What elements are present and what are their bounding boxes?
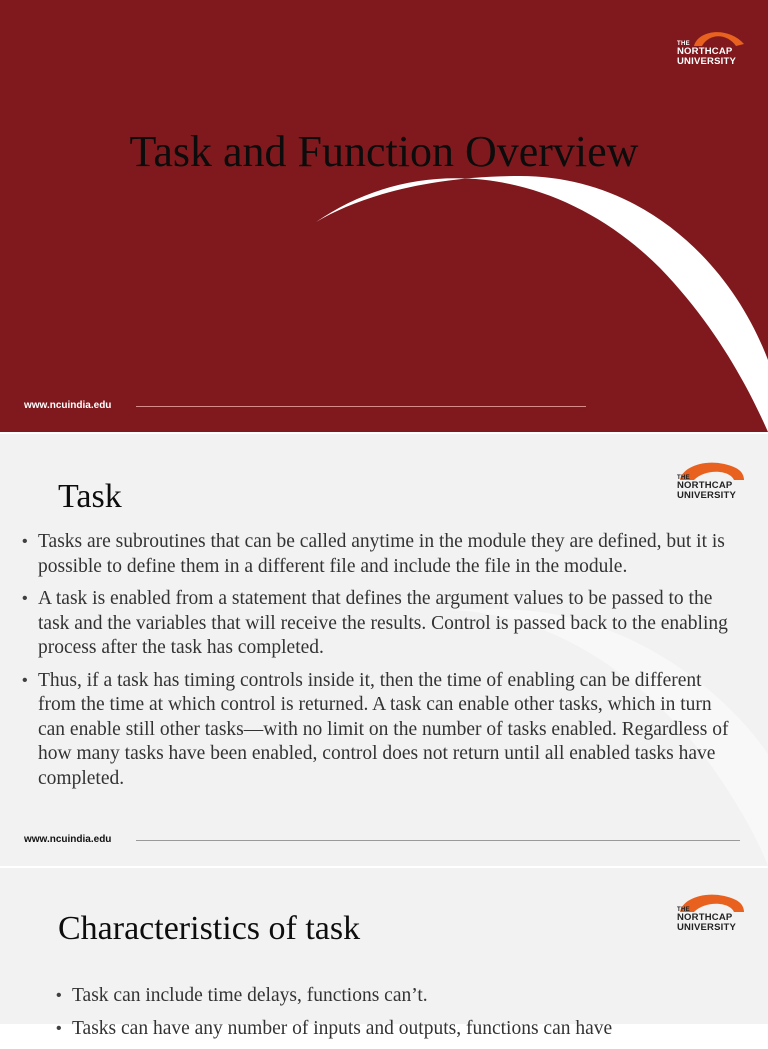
- bullet-item: • Tasks can have any number of inputs and outputs, functions can have: [56, 1017, 736, 1042]
- swoosh-graphic: [0, 0, 768, 432]
- logo-line-name: NORTHCAP UNIVERSITY: [677, 46, 737, 67]
- content-slide-characteristics: [0, 868, 768, 1039]
- logo-line-the: THE: [677, 475, 690, 481]
- footer-divider: [136, 840, 740, 841]
- bullet-item: • Thus, if a task has timing controls inside it, then the time of enabling can be different from the time at which control is returned. A task can enable other tasks, which in turn can enable still other tasks—with no limit on the number of tasks enabled. Regardless of how many tasks have been enabled, control does not return until all enabled tasks have completed.: [22, 669, 734, 792]
- bullet-list: [56, 984, 736, 1049]
- footer-url: www.ncuindia.edu: [24, 400, 112, 411]
- bullet-item: • A task is enabled from a statement that defines the argument values to be passed to the task and the variables that will receive the results. Control is passed back to the enabling process after the task has completed.: [22, 587, 734, 661]
- logo-line-name: NORTHCAP UNIVERSITY: [677, 912, 737, 933]
- bullet-item: • Tasks are subroutines that can be called anytime in the module they are defined, but it is possible to define them in a different file and include the file in the module.: [22, 530, 734, 579]
- university-logo: [676, 24, 746, 70]
- slide-heading: Characteristics of task: [58, 910, 361, 947]
- bullet-list: [22, 530, 734, 799]
- logo-line-name: NORTHCAP UNIVERSITY: [677, 480, 737, 501]
- footer-url: www.ncuindia.edu: [24, 834, 112, 845]
- university-logo: [676, 458, 746, 504]
- logo-line-the: THE: [677, 907, 690, 913]
- bullet-item: • Task can include time delays, functions can’t.: [56, 984, 736, 1009]
- slide-heading: Task: [58, 478, 122, 515]
- title-slide: [0, 0, 768, 432]
- slide-title: Task and Function Overview: [129, 127, 639, 176]
- university-logo: [676, 890, 746, 936]
- logo-line-the: THE: [677, 41, 690, 47]
- footer-divider: [136, 406, 586, 407]
- content-slide-task: [0, 434, 768, 866]
